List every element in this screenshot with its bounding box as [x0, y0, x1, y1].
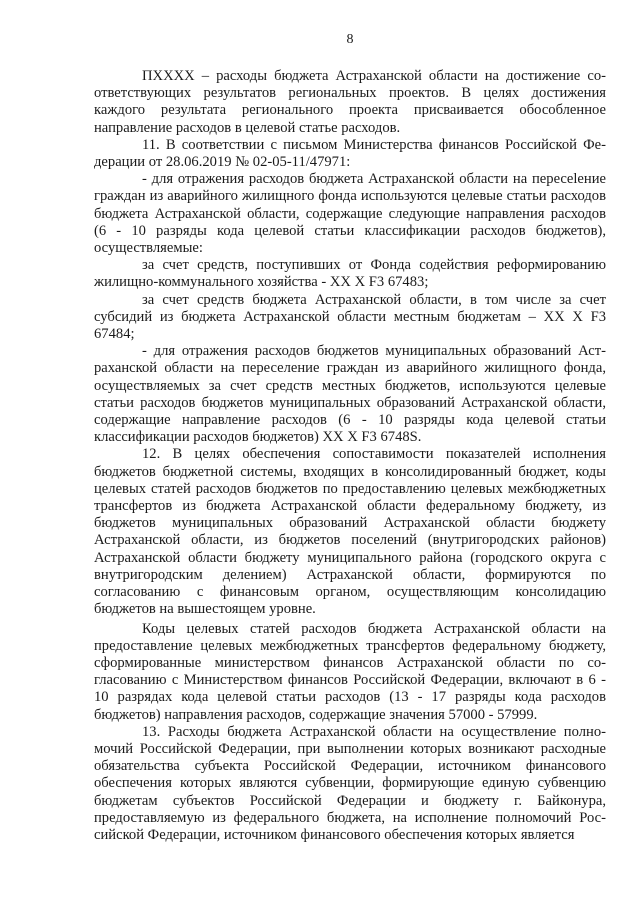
document-body: [94, 68, 606, 844]
page-number: 8: [346, 32, 354, 47]
paragraph-item-11-intro: 11. В соответствии с письмом Министерства финансов Российской Федерации от 28.06.2019 № 02-05-11/47971:: [94, 136, 606, 171]
paragraph-pxxxx-definition: ПXXXX – расходы бюджета Астраханской области на достижение соответствующих результатов региональных проектов. В целях достижения каждого результата регионального проекта присваивается обособленное направление расходов в целевой статье расходов.: [94, 68, 606, 136]
paragraph-item-13: 13. Расходы бюджета Астраханской области на осуществление полномочий Российской Федерации, при выполнении которых возникают расходные обязательства субъекта Российской Федерации, источником финансового обеспечения которых являются субвенции, формирующие единую субвенцию бюджетам субъектов Российской Федерации и бюджету г. Байконура, предоставляемую из федерального бюджета, на исполнение полномочий Российской Федерации, источником финансового обеспечения которых является: [94, 723, 606, 843]
paragraph-federal-transfer-codes: Коды целевых статей расходов бюджета Астраханской области на предоставление целевых межбюджетных трансфертов федеральному бюджету, сформированные министерством финансов Астраханской области по согласованию с Министерством финансов Российской Федерации, включают в 6 - 10 разрядах кода целевой статьи расходов (13 - 17 разряды кода расходов бюджетов) направления расходов, содержащие значения 57000 - 57999.: [94, 620, 606, 723]
paragraph-item-12: 12. В целях обеспечения сопоставимости показателей исполнения бюджетов бюджетной системы, входящих в консолидированный бюджет, коды целевых статей расходов бюджетов по предоставлению целевых межбюджетных трансфертов из бюджета Астраханской области федеральному бюджету, из бюджетов муниципальных образований Астраханской области бюджету Астраханской области, из бюджетов поселений (внутригородских районов) Астраханской области бюджету муниципального района (городского округа с внутригородским делением) Астраханской области, формируются по согласованию с финансовым органом, осуществляющим консолидацию бюджетов на вышестоящем уровне.: [94, 446, 606, 618]
paragraph-resettlement-municipal: - для отражения расходов бюджетов муниципальных образований Астраханской области на переселение граждан из аварийного жилищного фонда, осуществляемых за счет средств местных бюджетов, используются целевые статьи расходов бюджетов муниципальных образований Астраханской области, содержащие направление расходов (6 - 10 разряды кода целевой статьи классификации расходов бюджетов) XX X F3 6748S.: [94, 343, 606, 446]
paragraph-fund-code: за счет средств, поступивших от Фонда содействия реформированию жилищно-коммунального хозяйства - XX X F3 67483;: [94, 257, 606, 291]
paragraph-resettlement-regional: - для отражения расходов бюджета Астраханской области на пересeleние граждан из аварийного жилищного фонда используются целевые статьи расходов бюджета Астраханской области, содержащие следующие направления расходов (6 - 10 разряды кода целевой статьи классификации расходов бюджетов), осуществляемые:: [94, 171, 606, 257]
paragraph-regional-budget-code: за счет средств бюджета Астраханской области, в том числе за счет субсидий из бюджета Астраханской области местным бюджетам – XX X F3 67484;: [94, 291, 606, 343]
